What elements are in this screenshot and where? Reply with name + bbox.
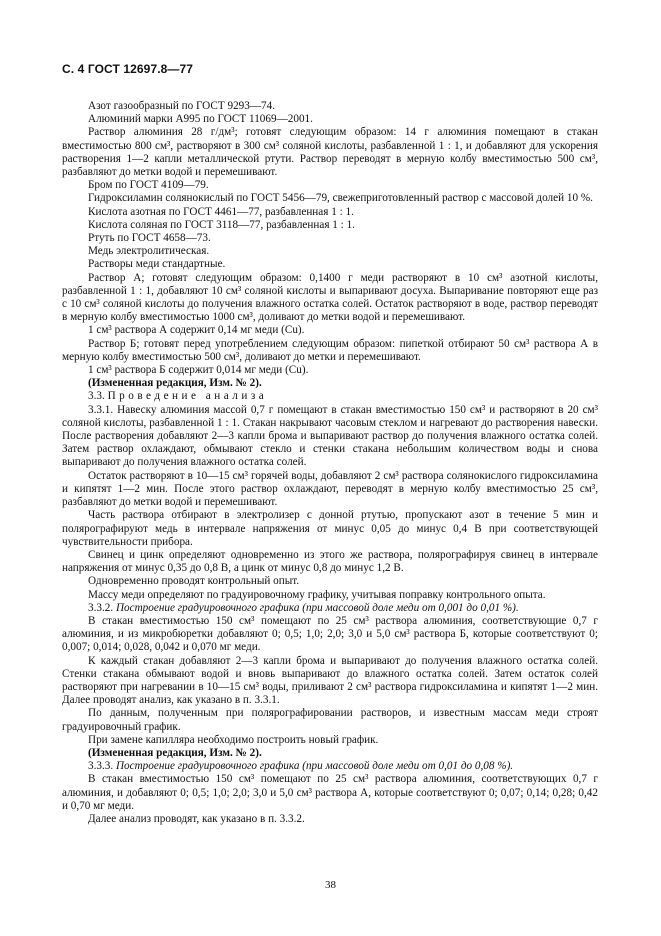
paragraph: Одновременно проводят контрольный опыт. xyxy=(88,575,300,588)
paragraph: Часть раствора отбирают в электролизер с донной ртутью, пропускают азот в течение 5 мин и полярографируют медь в интервале напряжения от минус 0,05 до минус 0,4 В при соответствующей чувствительности прибора. xyxy=(62,509,598,548)
paragraph: Азот газообразный по ГОСТ 9293—74. xyxy=(88,100,276,112)
paragraph: Кислота соляная по ГОСТ 3118—77, разбавленная 1 : 1. xyxy=(88,218,355,231)
paragraph: Медь электролитическая. xyxy=(88,245,210,258)
section-number: 3.3. xyxy=(88,390,105,403)
document-body xyxy=(62,100,598,826)
paragraph: Кислота азотная по ГОСТ 4461—77, разбавленная 1 : 1. xyxy=(88,205,354,218)
subsection-heading xyxy=(62,760,598,773)
paragraph: Гидроксиламин солянокислый по ГОСТ 5456—79, свежеприготовленный раствор с массовой долей 10 %. xyxy=(88,192,593,205)
paragraph: К каждый стакан добавляют 2—3 капли брома и выпаривают до получения влажного остатка солей. Стенки стакана обмывают водой и вновь выпаривают до влажного остатка солей. Затем остаток солей растворяют при нагревании в 10—15 см³ воды, приливают 2 см³ раствора гидроксиламина и кипятят 1—2 мин. Далее проводят анализ, как указано в п. 3.3.1. xyxy=(62,654,598,707)
paragraph: При замене капилляра необходимо построить новый график. xyxy=(88,733,379,746)
subsection-heading xyxy=(62,602,598,615)
amendment-note: (Измененная редакция, Изм. № 2). xyxy=(88,746,262,759)
subsection-title: Построение градуировочного графика (при массовой доле меди от 0,01 до 0,08 %). xyxy=(115,760,514,773)
paragraph: 1 см³ раствора Б содержит 0,014 мг меди (Cu). xyxy=(88,364,309,377)
subsection-number: 3.3.3. xyxy=(88,760,114,773)
paragraph: 3.3.1. Навеску алюминия массой 0,7 г помещают в стакан вместимостью 150 см³ и растворяют в 20 см³ соляной кислоты, разбавленной 1 : 1. Стакан накрывают часовым стеклом и нагревают до растворения навески. После растворения добавляют 2—3 капли брома и выпаривают раствор до получения влажного остатка солей. Затем раствор охлаждают, обмывают стекло и стенки стакана небольшим количеством воды и снова выпаривают до получения влажного остатка солей. xyxy=(62,403,598,469)
subsection-title: Построение градуировочного графика (при массовой доле меди от 0,001 до 0,01 %). xyxy=(115,601,519,614)
paragraph: Ртуть по ГОСТ 4658—73. xyxy=(88,232,211,245)
paragraph: В стакан вместимостью 150 см³ помещают по 25 см³ раствора алюминия, соответствующих 0,7 г алюминия, и добавляют 0; 0,5; 1,0; 2,0; 3,0 и 5,0 см³ раствора А, которые соответствуют 0; 0,07; 0,14; 0,28; 0,42 и 0,70 мг меди. xyxy=(62,773,598,812)
section-heading xyxy=(62,390,598,403)
paragraph: Алюминий марки А995 по ГОСТ 11069—2001. xyxy=(88,113,313,126)
paragraph: В стакан вместимостью 150 см³ помещают по 25 см³ раствора алюминия, соответствующие 0,7 г алюминия, и из микробюретки добавляют 0; 0,5; 1,0; 2,0; 3,0 и 5,0 см³ раствора Б, которые соответствуют 0; 0,007; 0,014; 0,028, 0,042 и 0,070 мг меди. xyxy=(62,614,598,654)
paragraph: Далее анализ проводят, как указано в п. 3.3.2. xyxy=(88,812,305,825)
paragraph: 1 см³ раствора А содержит 0,14 мг меди (Cu). xyxy=(88,324,305,337)
amendment-note: (Измененная редакция, Изм. № 2). xyxy=(88,377,262,390)
page-number: 38 xyxy=(325,879,336,891)
paragraph: Раствор Б; готовят перед употреблением следующим образом: пипеткой отбирают 50 см³ раствора А в мерную колбу вместимостью 500 см³, доливают до метки и перемешивают. xyxy=(62,337,598,363)
section-title: Проведение анализа xyxy=(107,390,268,403)
paragraph: Массу меди определяют по градуировочному графику, учитывая поправку контрольного опыта. xyxy=(88,588,546,601)
subsection-number: 3.3.2. xyxy=(88,601,114,614)
paragraph: Остаток растворяют в 10—15 см³ горячей воды, добавляют 2 см³ раствора солянокислого гидроксиламина и кипятят 1—2 мин. После этого раствор охлаждают, переводят в мерную колбу вместимостью 25 см³, разбавляют до метки водой и перемешивают. xyxy=(62,469,598,509)
paragraph: Бром по ГОСТ 4109—79. xyxy=(88,179,209,192)
paragraph: Растворы меди стандартные. xyxy=(88,258,226,271)
paragraph: По данным, полученным при полярографировании растворов, и известным массам меди строят градуировочный график. xyxy=(62,707,598,733)
paragraph: Раствор алюминия 28 г/дм³; готовят следующим образом: 14 г алюминия помещают в стакан вместимостью 800 см³, растворяют в 300 см³ соляной кислоты, разбавленной 1 : 1, и добавляют для ускорения растворения 1—2 капли металлической ртути. Раствор переводят в мерную колбу вместимостью 500 см³, разбавляют до метки водой и перемешивают. xyxy=(62,126,598,179)
paragraph: Свинец и цинк определяют одновременно из этого же раствора, полярографируя свинец в интервале напряжения от минус 0,35 до 0,8 В, а цинк от минус 0,8 до минус 1,2 В. xyxy=(62,548,598,575)
paragraph: Раствор А; готовят следующим образом: 0,1400 г меди растворяют в 10 см³ азотной кислоты, разбавленной 1 : 1, добавляют 10 см³ соляной кислоты и выпаривают досуха. Выпаривание повторяют еще раз с 10 см³ соляной кислоты до получения влажного остатка солей. Остаток растворяют в воде, раствор переводят в мерную колбу вместимостью 1000 см³, доливают до метки водой и перемешивают. xyxy=(62,271,598,324)
page-header: С. 4 ГОСТ 12697.8—77 xyxy=(62,62,194,76)
